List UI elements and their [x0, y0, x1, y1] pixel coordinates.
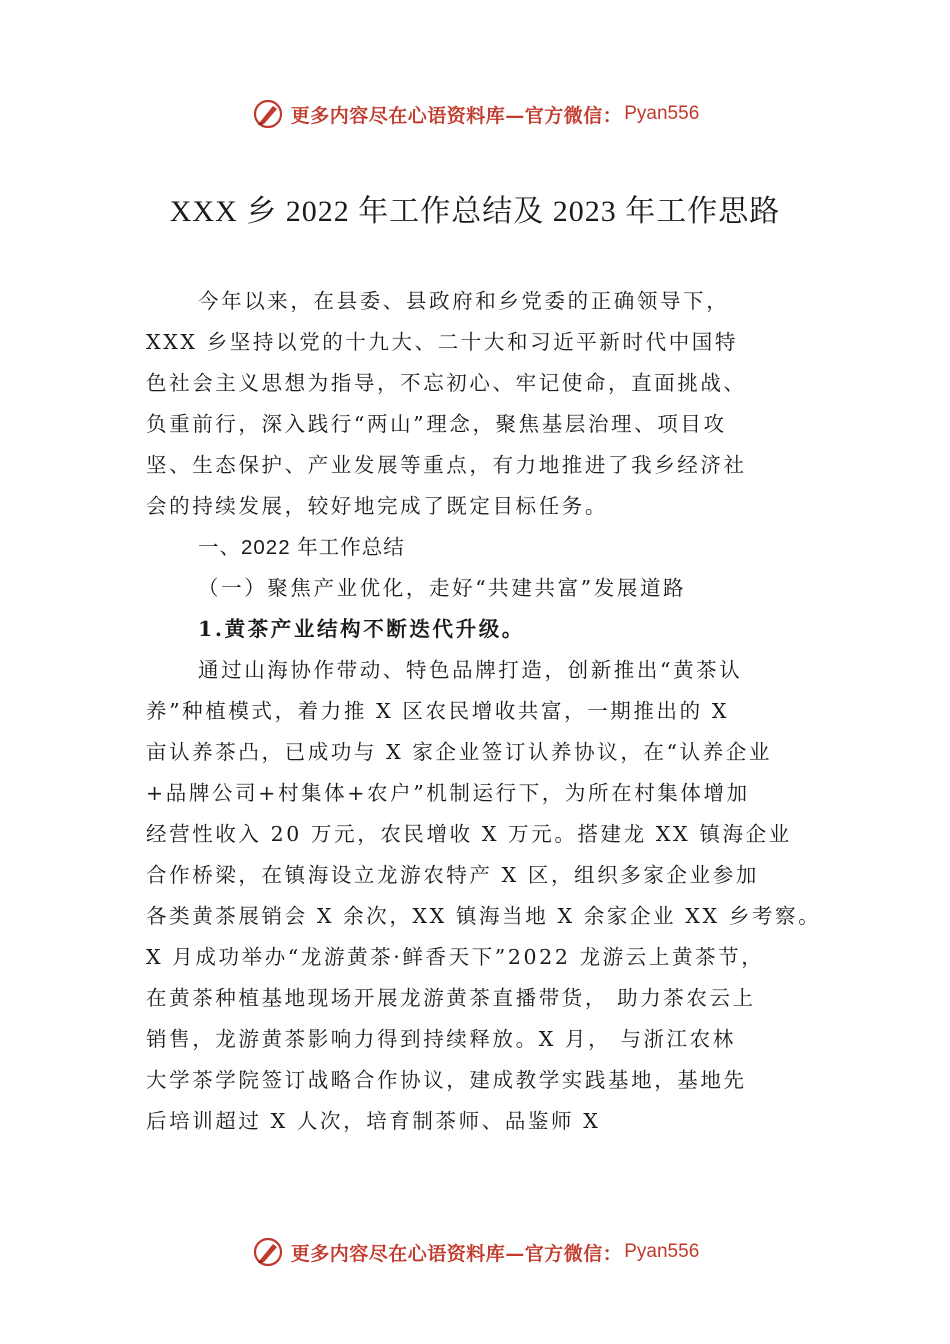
- paragraph-line: 坚、生态保护、产业发展等重点，有力地推进了我乡经济社: [146, 453, 747, 477]
- paragraph-line: 各类黄茶展销会 X 余次，XX 镇海当地 X 余家企业 XX 乡考察。: [146, 904, 822, 928]
- banner-text: 更多内容尽在心语资料库—官方微信：: [290, 104, 623, 127]
- paragraph-line: 销售，龙游黄茶影响力得到持续释放。X 月， 与浙江农林: [146, 1027, 736, 1051]
- pen-logo-icon: [251, 1235, 285, 1269]
- paragraph-line: 通过山海协作带动、特色品牌打造，创新推出“黄茶认: [198, 658, 743, 682]
- paragraph-line: 经营性收入 20 万元，农民增收 X 万元。搭建龙 XX 镇海企业: [146, 822, 792, 846]
- document-title: XXX 乡 2022 年工作总结及 2023 年工作思路: [169, 195, 781, 228]
- paragraph-line: 合作桥梁，在镇海设立龙游农特产 X 区，组织多家企业参加: [146, 863, 759, 887]
- pen-logo-icon: [251, 97, 285, 131]
- header-banner: [0, 94, 950, 134]
- paragraph-line: XXX 乡坚持以党的十九大、二十大和习近平新时代中国特: [146, 330, 738, 354]
- paragraph-line: 亩认养茶凸，已成功与 X 家企业签订认养协议，在“认养企业: [146, 740, 773, 764]
- paragraph-line: X 月成功举办“龙游黄茶·鲜香天下”2022 龙游云上黄茶节，: [146, 945, 765, 969]
- footer-banner: [0, 1232, 950, 1272]
- paragraph-line: +品牌公司+村集体+农户”机制运行下，为所在村集体增加: [146, 781, 750, 805]
- paragraph-line: 在黄茶种植基地现场开展龙游黄茶直播带货， 助力茶农云上: [146, 986, 756, 1010]
- subsection-heading: （一）聚焦产业优化，走好“共建共富”发展道路: [198, 576, 687, 600]
- document-body: [146, 281, 822, 1142]
- section-heading: 一、2022 年工作总结: [198, 536, 405, 559]
- banner-wechat-id: Pyan556: [624, 103, 700, 124]
- banner-wechat-id: Pyan556: [624, 1241, 700, 1262]
- item-heading: 1.黄茶产业结构不断迭代升级。: [198, 617, 525, 641]
- paragraph-line: 今年以来，在县委、县政府和乡党委的正确领导下，: [198, 289, 730, 313]
- paragraph-line: 后培训超过 X 人次，培育制茶师、品鉴师 X: [146, 1109, 601, 1133]
- paragraph-line: 色社会主义思想为指导，不忘初心、牢记使命，直面挑战、: [146, 371, 747, 395]
- banner-text: 更多内容尽在心语资料库—官方微信：: [290, 1242, 623, 1265]
- paragraph-line: 会的持续发展，较好地完成了既定目标任务。: [146, 494, 608, 518]
- paragraph-line: 大学茶学院签订战略合作协议，建成教学实践基地，基地先: [146, 1068, 747, 1092]
- paragraph-line: 养”种植模式，着力推 X 区农民增收共富，一期推出的 X: [146, 699, 730, 723]
- paragraph-line: 负重前行，深入践行“两山”理念，聚焦基层治理、项目攻: [146, 412, 727, 436]
